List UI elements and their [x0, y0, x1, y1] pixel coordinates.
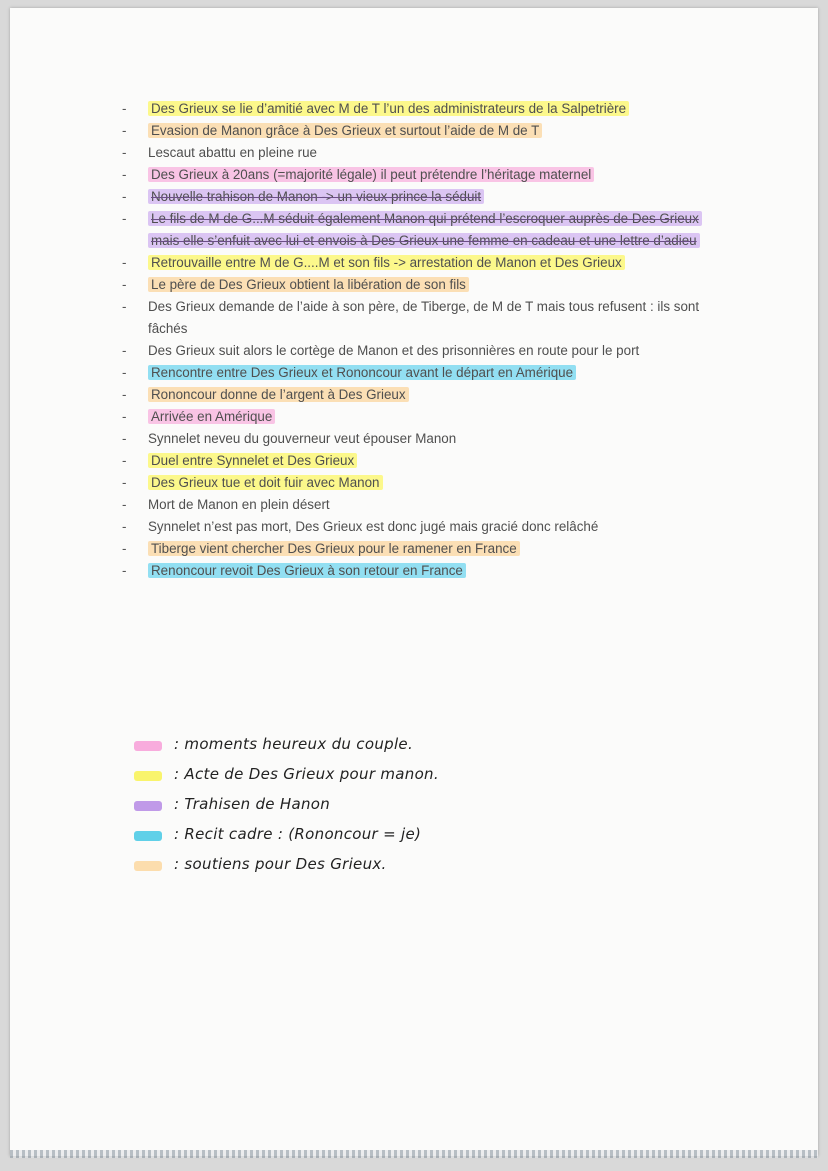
event-text: Le père de Des Grieux obtient la libération de son fils	[148, 277, 469, 292]
list-item	[116, 362, 726, 384]
event-text: Des Grieux demande de l’aide à son père, de Tiberge, de M de T mais tous refusent : ils sont fâchés	[148, 299, 700, 336]
list-item	[116, 296, 726, 340]
event-text: Synnelet neveu du gouverneur veut épouser Manon	[148, 431, 457, 446]
event-text: Des Grieux tue et doit fuir avec Manon	[148, 475, 383, 490]
event-text: Retrouvaille entre M de G....M et son fils -> arrestation de Manon et Des Grieux	[148, 255, 625, 270]
list-item	[116, 208, 726, 252]
pink-swatch	[134, 741, 162, 751]
list-item	[116, 384, 726, 406]
list-item	[116, 142, 726, 164]
list-item	[116, 120, 726, 142]
list-item	[116, 516, 726, 538]
purple-swatch	[134, 801, 162, 811]
orange-swatch	[134, 861, 162, 871]
list-item	[116, 406, 726, 428]
legend-row-pink	[134, 732, 654, 762]
list-item	[116, 340, 726, 362]
event-text: Des Grieux suit alors le cortège de Manon et des prisonnières en route pour le port	[148, 343, 640, 358]
list-item	[116, 164, 726, 186]
legend-row-purple	[134, 792, 654, 822]
list-item	[116, 274, 726, 296]
legend-label: : Trahisen de Hanon	[174, 795, 331, 813]
event-text: Tiberge vient chercher Des Grieux pour le ramener en France	[148, 541, 520, 556]
list-item	[116, 538, 726, 560]
event-text: Mort de Manon en plein désert	[148, 497, 330, 512]
legend-row-orange	[134, 852, 654, 882]
event-text: Lescaut abattu en pleine rue	[148, 145, 317, 160]
scan-edge	[10, 1150, 818, 1158]
legend-label: : moments heureux du couple.	[174, 735, 414, 753]
event-text: Synnelet n’est pas mort, Des Grieux est donc jugé mais gracié donc relâché	[148, 519, 599, 534]
event-text: Duel entre Synnelet et Des Grieux	[148, 453, 357, 468]
legend-label: : Recit cadre : (Rononcour = je)	[174, 825, 422, 843]
list-item	[116, 560, 726, 582]
list-item	[116, 472, 726, 494]
event-text: Rononcour donne de l’argent à Des Grieux	[148, 387, 409, 402]
event-list	[116, 98, 726, 582]
blue-swatch	[134, 831, 162, 841]
event-text: Evasion de Manon grâce à Des Grieux et surtout l’aide de M de T	[148, 123, 542, 138]
list-item	[116, 98, 726, 120]
yellow-swatch	[134, 771, 162, 781]
legend-label: : Acte de Des Grieux pour manon.	[174, 765, 439, 783]
event-text: Renoncour revoit Des Grieux à son retour en France	[148, 563, 466, 578]
legend-row-yellow	[134, 762, 654, 792]
event-text: Des Grieux à 20ans (=majorité légale) il peut prétendre l’héritage maternel	[148, 167, 594, 182]
event-text: Nouvelle trahison de Manon -> un vieux prince la séduit	[148, 189, 484, 204]
event-text: Le fils de M de G...M séduit également Manon qui prétend l’escroquer auprès de Des Grieux mais elle s’enfuit avec lui et envois à Des Grieux une femme en cadeau et une lettre d’adieu	[148, 211, 702, 248]
event-text: Rencontre entre Des Grieux et Rononcour avant le départ en Amérique	[148, 365, 576, 380]
legend-row-blue	[134, 822, 654, 852]
color-legend	[134, 732, 654, 882]
list-item	[116, 252, 726, 274]
list-item	[116, 450, 726, 472]
legend-label: : soutiens pour Des Grieux.	[174, 855, 387, 873]
event-text: Des Grieux se lie d’amitié avec M de T l’un des administrateurs de la Salpetrière	[148, 101, 629, 116]
list-item	[116, 494, 726, 516]
list-item	[116, 428, 726, 450]
list-item	[116, 186, 726, 208]
event-text: Arrivée en Amérique	[148, 409, 275, 424]
